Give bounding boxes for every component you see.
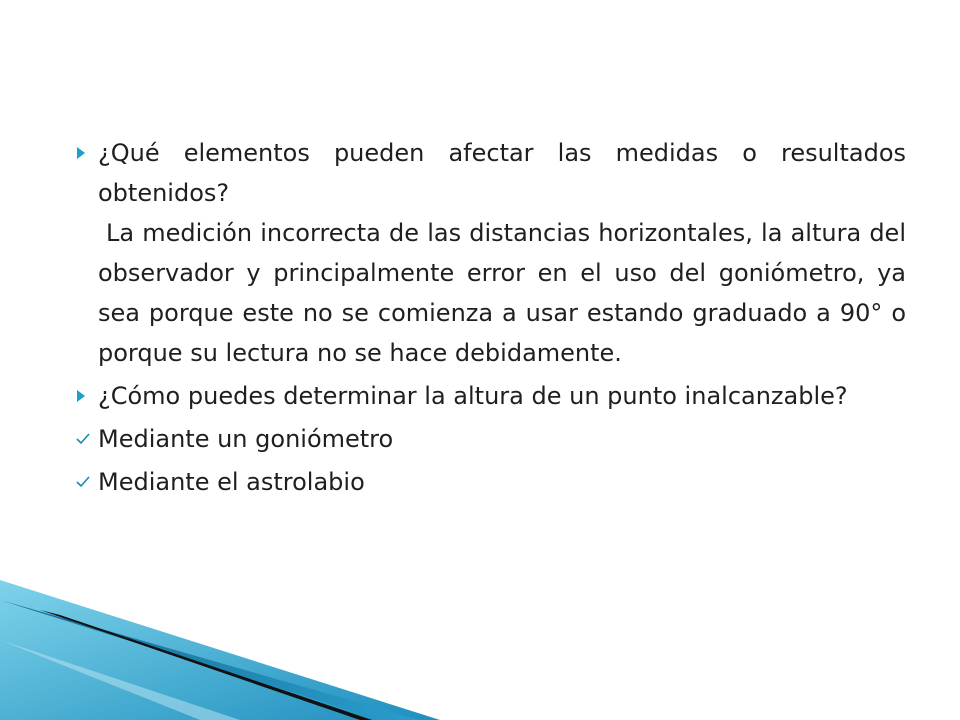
check-item — [76, 419, 906, 459]
question-text: ¿Qué elementos pueden afectar las medidas o resultados obtenidos? — [98, 139, 906, 207]
check-text: Mediante un goniómetro — [98, 425, 394, 453]
checkmark-icon — [76, 462, 92, 502]
decorative-corner-swoosh — [0, 580, 960, 720]
question-item — [76, 133, 906, 213]
slide-content — [76, 133, 906, 502]
checkmark-icon — [76, 419, 92, 459]
question-item — [76, 376, 906, 416]
arrow-right-icon — [76, 376, 92, 416]
arrow-right-icon — [76, 133, 92, 173]
check-text: Mediante el astrolabio — [98, 468, 365, 496]
check-item — [76, 462, 906, 502]
question-text: ¿Cómo puedes determinar la altura de un punto inalcanzable? — [98, 382, 848, 410]
answer-text: La medición incorrecta de las distancias horizontales, la altura del observador y principalmente error en el uso del goniómetro, ya sea porque este no se comienza a usar estando graduado a 90° o porque su lectura no se hace debidamente. — [98, 219, 906, 367]
